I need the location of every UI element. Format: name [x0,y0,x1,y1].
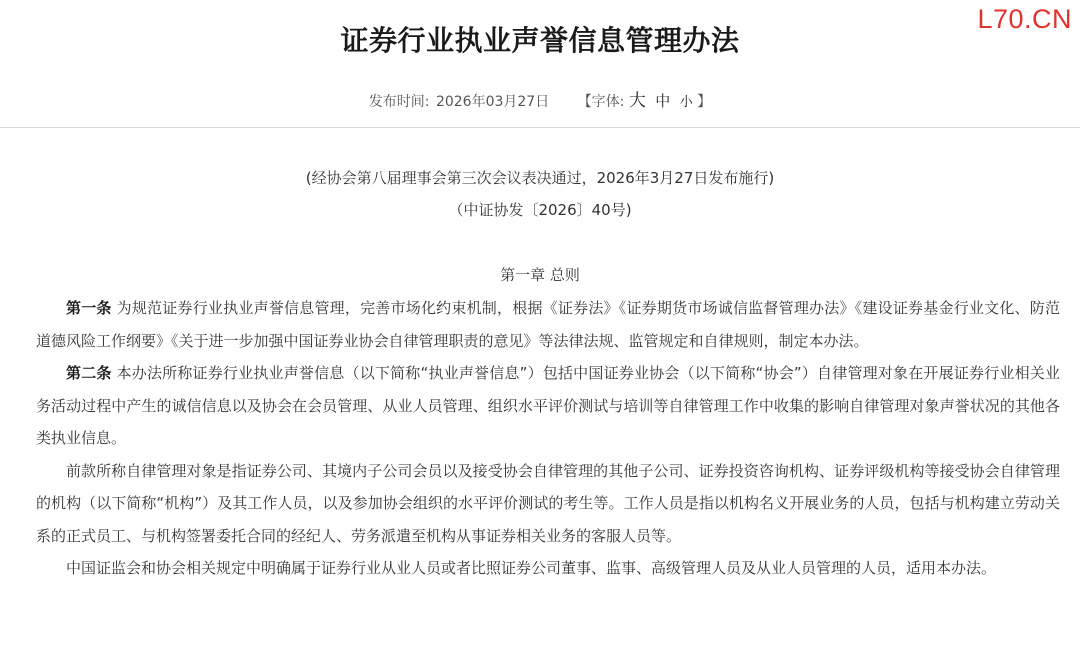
font-size-small-button[interactable]: 小 [679,95,693,110]
article-paragraph [36,552,1060,585]
page-title: 证券行业执业声誉信息管理办法 [340,24,740,57]
paragraph-text: 中国证监会和协会相关规定中明确属于证券行业从业人员或者比照证券公司董事、监事、高级管理人员及从业人员管理的人员，适用本办法。 [66,559,997,577]
article-paragraph [36,455,1060,553]
font-size-large-button[interactable]: 大 [628,91,646,111]
article-number: 第一条 [66,299,112,317]
adoption-note: (经协会第八届理事会第三次会议表决通过，2026年3月27日发布施行) [305,169,775,187]
article-number: 第二条 [66,364,112,382]
font-size-bracket-close: 】 [697,94,712,110]
article-paragraph [36,357,1060,455]
publish-date: 2026年03月27日 [435,94,550,110]
chapter-heading: 第一章 总则 [500,266,580,284]
document-number: （中证协发〔2026〕40号) [448,201,632,219]
paragraph-text: 本办法所称证券行业执业声誉信息（以下简称“执业声誉信息”）包括中国证券业协会（以下简称“协会”）自律管理对象在开展证券行业相关业务活动过程中产生的诚信信息以及协会在会员管理、从业人员管理、组织水平评价测试与培训等自律管理工作中收集的影响自律管理对象声誉状况的其他各类执业信息。 [36,364,1060,447]
paragraph-text: 为规范证券行业执业声誉信息管理，完善市场化约束机制，根据《证券法》《证券期货市场诚信监督管理办法》《建设证券基金行业文化、防范道德风险工作纲要》《关于进一步加强中国证券业协会自律管理职责的意见》等法律法规、监管规定和自律规则，制定本办法。 [36,299,1060,350]
article-meta [0,88,1080,116]
font-size-label: 【字体: [577,94,625,110]
header-divider [0,127,1080,128]
paragraph-text: 前款所称自律管理对象是指证券公司、其境内子公司会员以及接受协会自律管理的其他子公司、证券投资咨询机构、证券评级机构等接受协会自律管理的机构（以下简称“机构”）及其工作人员，以及参加协会组织的水平评价测试的考生等。工作人员是指以机构名义开展业务的人员，包括与机构建立劳动关系的正式员工、与机构签署委托合同的经纪人、劳务派遣至机构从事证券相关业务的客服人员等。 [36,461,1060,545]
font-size-medium-button[interactable]: 中 [655,92,671,110]
article-paragraph [36,292,1060,357]
site-watermark: L70.CN [977,4,1072,34]
article-body [36,292,1060,585]
publish-time-label: 发布时间: [368,94,430,110]
